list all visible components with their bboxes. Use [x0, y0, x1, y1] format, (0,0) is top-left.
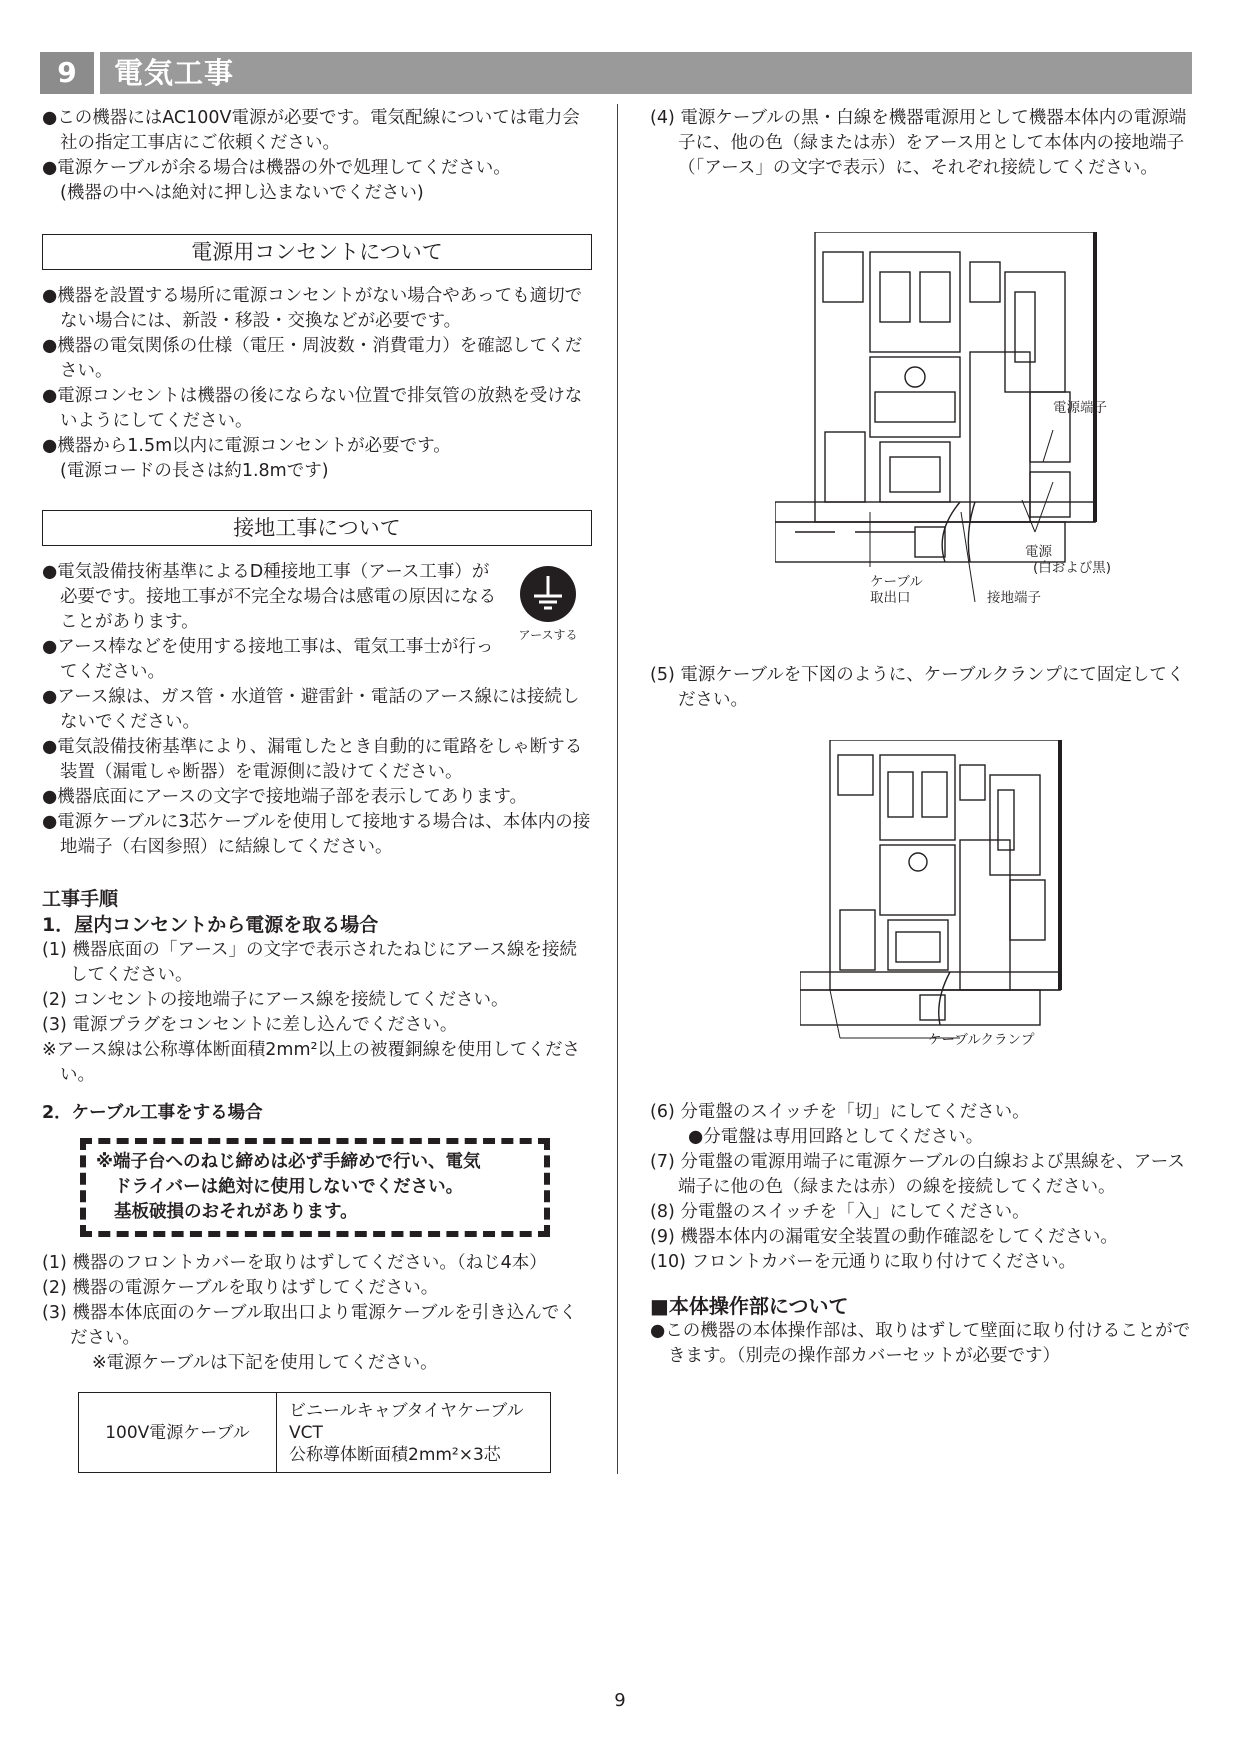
step-4: (4) 電源ケーブルの黒・白線を機器電源用として機器本体内の電源端子に、他の色（緑または赤）をアース用として本体内の接地端子（「アース」の文字で表示）に、それぞれ接続してください。 — [650, 108, 1187, 178]
grounding-heading: 接地工事について — [42, 510, 592, 546]
earth-symbol — [518, 566, 578, 643]
cable-spec-line: ビニールキャブタイヤケーブル — [289, 1400, 524, 1421]
operation-text: ●この機器の本体操作部は、取りはずして壁面に取り付けることができます。（別売の操作部カバーセットが必要です） — [650, 1321, 1191, 1366]
cable-spec-line: 公称導体断面積2mm²×3芯 — [289, 1444, 501, 1465]
case1-note: ※アース線は公称導体断面積2mm²以上の被覆銅線を使用してください。 — [42, 1040, 581, 1085]
case2-title: 2．ケーブル工事をする場合 — [42, 1103, 263, 1123]
grounding-top — [42, 560, 592, 685]
step-5-block — [650, 663, 1200, 713]
step-9: (9) 機器本体内の漏電安全装置の動作確認をしてください。 — [650, 1227, 1118, 1247]
grounding-item: ●電気設備技術基準により、漏電したとき自動的に電路をしゃ断する装置（漏電しゃ断器）を電源側に設けてください。 — [42, 737, 583, 782]
label-power: 電源 — [1025, 544, 1052, 560]
cable-clamp-diagram — [800, 740, 1090, 1055]
outlet-note: (電源コードの長さは約1.8mです) — [60, 461, 329, 481]
cable-clamp-drawing — [800, 740, 1090, 1055]
column-divider — [617, 104, 618, 1474]
operation-title: ■本体操作部について — [650, 1294, 849, 1318]
warning-box — [80, 1138, 550, 1237]
cable-label-cell: 100V電源ケーブル — [79, 1393, 277, 1473]
label-power-sub: (白および黒) — [1033, 560, 1112, 576]
procedure-title: 工事手順 — [42, 888, 119, 910]
label-power-terminal: 電源端子 — [1053, 400, 1107, 416]
grounding-item: ●アース線は、ガス管・水道管・避雷針・電話のアース線には接続しないでください。 — [42, 687, 580, 732]
intro-note: (機器の中へは絶対に押し込まないでください) — [60, 183, 424, 203]
outlet-item: ●機器から1.5m以内に電源コンセントが必要です。 — [42, 436, 451, 456]
step-10: (10) フロントカバーを元通りに取り付けてください。 — [650, 1252, 1076, 1272]
left-column — [42, 106, 592, 1473]
ground-icon — [520, 566, 576, 622]
label-cable-clamp: ケーブルクランプ — [928, 1032, 1035, 1048]
page-number: 9 — [614, 1690, 626, 1711]
case2-step: (3) 機器本体底面のケーブル取出口より電源ケーブルを引き込んでください。 — [42, 1303, 577, 1348]
case2-step: (2) 機器の電源ケーブルを取りはずしてください。 — [42, 1278, 439, 1298]
outlet-item: ●電源コンセントは機器の後にならない位置で排気管の放熱を受けないようにしてください。 — [42, 386, 583, 431]
step-8: (8) 分電盤のスイッチを「入」にしてください。 — [650, 1202, 1030, 1222]
label-cable-outlet: ケーブル — [870, 574, 923, 590]
step-5: (5) 電源ケーブルを下図のように、ケーブルクランプにて固定してください。 — [650, 665, 1185, 710]
case1-step: (2) コンセントの接地端子にアース線を接続してください。 — [42, 990, 509, 1010]
step-7: (7) 分電盤の電源用端子に電源ケーブルの白線および黒線を、アース端子に他の色（緑または赤）の線を接続してください。 — [650, 1152, 1185, 1197]
warning-line: ドライバーは絶対に使用しないでください。 — [114, 1177, 464, 1197]
grounding-item: ●電源ケーブルに3芯ケーブルを使用して接地する場合は、本体内の接地端子（右図参照）に結線してください。 — [42, 812, 591, 857]
grounding-item: ●電気設備技術基準によるD種接地工事（アース工事）が必要です。接地工事が不完全な場合は感電の原因になることがあります。 — [42, 562, 497, 632]
grounding-item: ●アース棒などを使用する接地工事は、電気工事士が行ってください。 — [42, 637, 494, 682]
steps-block — [650, 1100, 1200, 1369]
grounding-item: ●機器底面にアースの文字で接地端子部を表示してあります。 — [42, 787, 527, 807]
earth-caption: アースする — [518, 628, 578, 642]
case1-step: (1) 機器底面の「アース」の文字で表示されたねじにアース線を接続してください。 — [42, 940, 578, 985]
section-title: 電気工事 — [114, 56, 235, 90]
label-ground-terminal: 接地端子 — [987, 590, 1041, 606]
outlet-item: ●機器を設置する場所に電源コンセントがない場合やあっても適切でない場合には、新設・移設・交換などが必要です。 — [42, 286, 583, 331]
wiring-diagram — [775, 232, 1135, 627]
section-number: 9 — [40, 52, 100, 94]
case2-step: (1) 機器のフロントカバーを取りはずしてください。（ねじ4本） — [42, 1253, 547, 1273]
outlet-heading: 電源用コンセントについて — [42, 234, 592, 270]
right-column — [650, 106, 1200, 181]
section-header — [40, 52, 1192, 94]
step-6-sub: ●分電盤は専用回路としてください。 — [688, 1127, 984, 1147]
intro-item: ●この機器にはAC100V電源が必要です。電気配線については電力会社の指定工事店にご依頼ください。 — [42, 108, 580, 153]
cable-note: ※電源ケーブルは下記を使用してください。 — [92, 1353, 438, 1373]
cable-spec-line: VCT — [289, 1422, 323, 1443]
cable-spec-cell — [277, 1393, 551, 1473]
step-6: (6) 分電盤のスイッチを「切」にしてください。 — [650, 1102, 1030, 1122]
label-cable-outlet: 取出口 — [870, 590, 911, 606]
warning-line: 基板破損のおそれがあります。 — [114, 1202, 358, 1222]
cable-spec-table — [78, 1392, 551, 1473]
intro-item: ●電源ケーブルが余る場合は機器の外で処理してください。 — [42, 158, 511, 178]
case1-step: (3) 電源プラグをコンセントに差し込んでください。 — [42, 1015, 458, 1035]
outlet-item: ●機器の電気関係の仕様（電圧・周波数・消費電力）を確認してください。 — [42, 336, 583, 381]
warning-line: ※端子台へのねじ締めは必ず手締めで行い、電気 — [96, 1152, 481, 1172]
case1-title: 1．屋内コンセントから電源を取る場合 — [42, 914, 379, 936]
